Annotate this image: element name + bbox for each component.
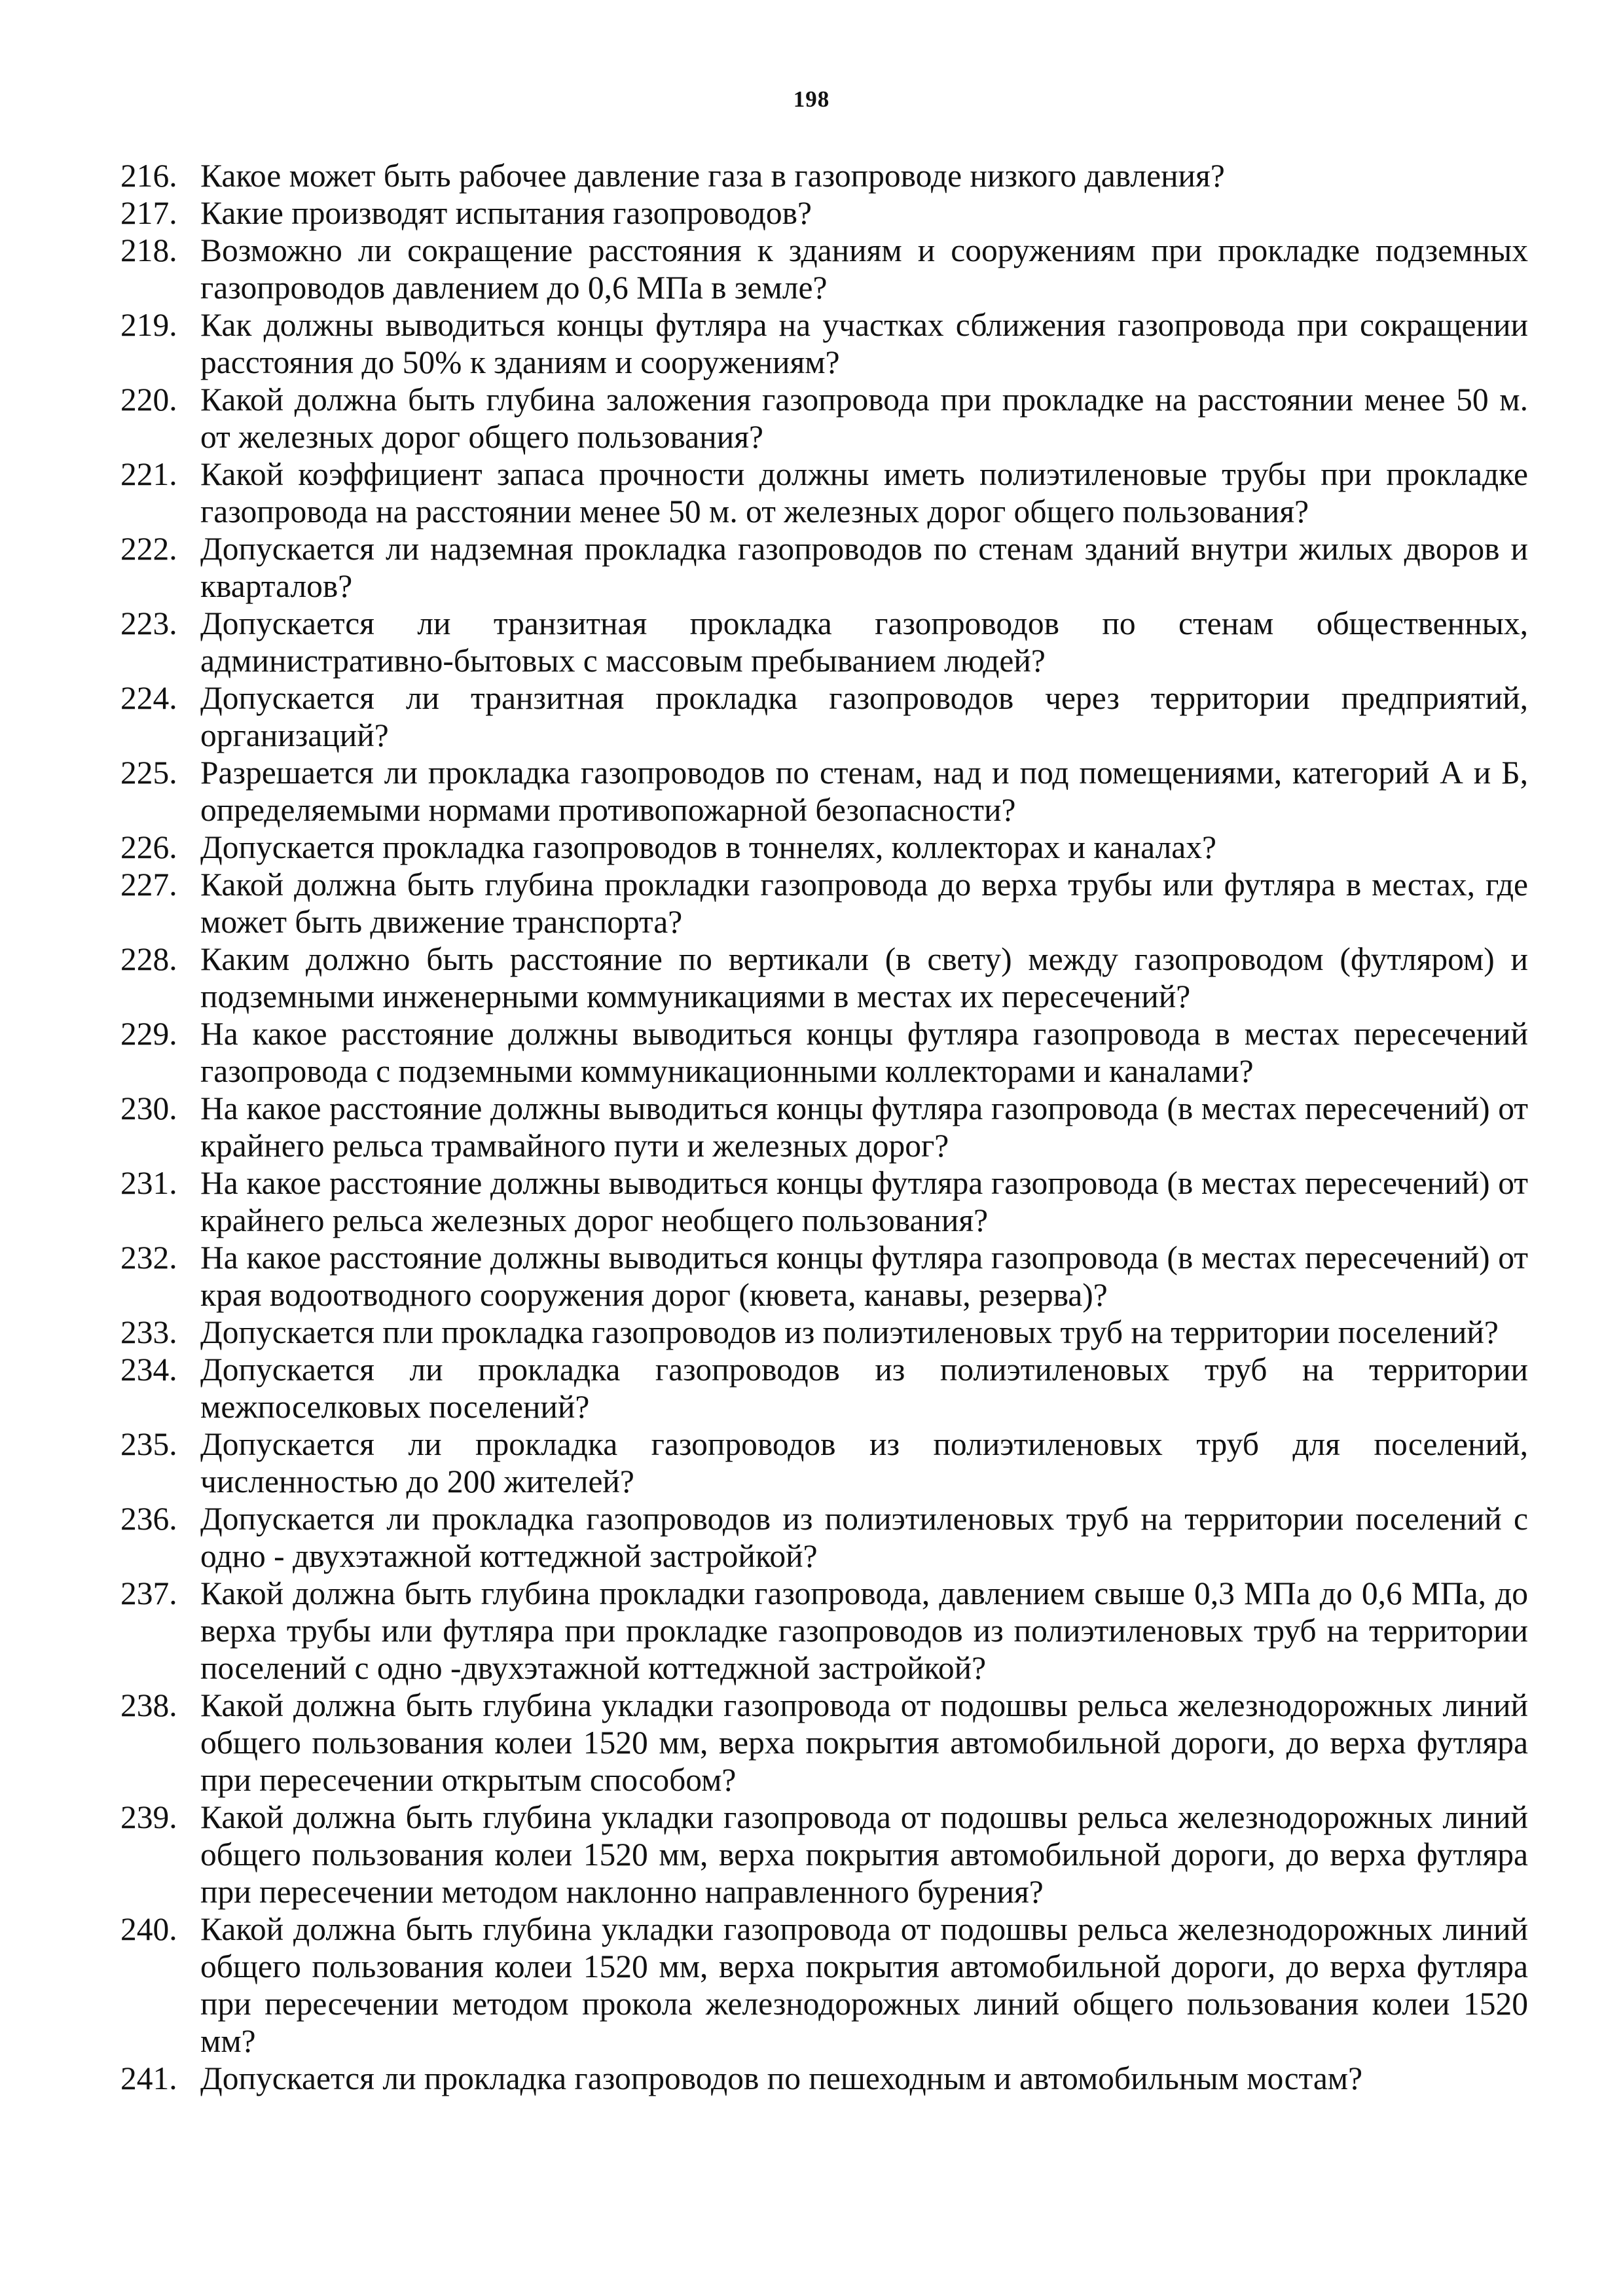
question-item	[120, 232, 1528, 306]
question-text: Разрешается ли прокладка газопроводов по стенам, над и под помещениями, категорий А и Б, определяемыми нормами противопожарной безопасности?	[200, 755, 1528, 828]
question-text: Какой должна быть глубина укладки газопровода от подошвы рельса железнодорожных линий общего пользования колеи 1520 мм, верха покрытия автомобильной дороги, до верха футляра при пересечении открытым способом?	[200, 1687, 1528, 1798]
question-number: 219.	[120, 307, 177, 343]
question-number: 222.	[120, 531, 177, 567]
question-item	[120, 941, 1528, 1015]
question-text: Допускается ли прокладка газопроводов из полиэтиленовых труб на территории поселений с одно - двухэтажной коттеджной застройкой?	[200, 1501, 1528, 1574]
question-item	[120, 530, 1528, 605]
question-number: 233.	[120, 1314, 177, 1350]
question-item	[120, 1799, 1528, 1910]
page-number: 198	[793, 86, 830, 112]
question-number: 217.	[120, 195, 177, 231]
question-item	[120, 157, 1528, 194]
question-text: Каким должно быть расстояние по вертикали (в свету) между газопроводом (футляром) и подземными инженерными коммуникациями в местах их пересечений?	[200, 941, 1528, 1014]
question-item	[120, 1687, 1528, 1799]
question-number: 225.	[120, 755, 177, 791]
question-number: 235.	[120, 1426, 177, 1462]
question-item	[120, 866, 1528, 941]
question-number: 230.	[120, 1090, 177, 1126]
question-item	[120, 1164, 1528, 1239]
question-item	[120, 194, 1528, 232]
question-text: Допускается ли прокладка газопроводов по пешеходным и автомобильным мостам?	[200, 2060, 1363, 2096]
question-text: Допускается ли прокладка газопроводов из полиэтиленовых труб для поселений, численностью до 200 жителей?	[200, 1426, 1528, 1499]
question-item	[120, 306, 1528, 381]
question-number: 228.	[120, 941, 177, 977]
question-number: 238.	[120, 1687, 177, 1723]
question-item	[120, 456, 1528, 530]
question-item	[120, 754, 1528, 829]
question-number: 226.	[120, 829, 177, 865]
question-item	[120, 1575, 1528, 1687]
question-text: Какой должна быть глубина прокладки газопровода до верха трубы или футляра в местах, где может быть движение транспорта?	[200, 867, 1528, 940]
question-text: Какие производят испытания газопроводов?	[200, 195, 812, 231]
question-text: Допускается ли транзитная прокладка газопроводов по стенам общественных, административно-бытовых с массовым пребыванием людей?	[200, 605, 1528, 679]
question-number: 231.	[120, 1165, 177, 1201]
question-item	[120, 1910, 1528, 2060]
question-number: 216.	[120, 158, 177, 194]
question-item	[120, 1314, 1528, 1351]
question-number: 229.	[120, 1016, 177, 1052]
question-item	[120, 829, 1528, 866]
question-number: 240.	[120, 1911, 177, 1947]
question-item	[120, 1015, 1528, 1090]
question-item	[120, 381, 1528, 456]
question-number: 236.	[120, 1501, 177, 1537]
question-number: 220.	[120, 382, 177, 418]
question-text: Какой коэффициент запаса прочности должны иметь полиэтиленовые трубы при прокладке газопровода на расстоянии менее 50 м. от железных дорог общего пользования?	[200, 456, 1528, 529]
question-text: Какой должна быть глубина прокладки газопровода, давлением свыше 0,3 МПа до 0,6 МПа, до верха трубы или футляра при прокладке газопроводов из полиэтиленовых труб на территории поселений с одно -двухэтажной коттеджной застройкой?	[200, 1575, 1528, 1686]
question-item	[120, 605, 1528, 679]
question-item	[120, 1239, 1528, 1314]
question-text: Какой должна быть глубина укладки газопровода от подошвы рельса железнодорожных линий общего пользования колеи 1520 мм, верха покрытия автомобильной дороги, до верха футляра при пересечении методом наклонно направленного бурения?	[200, 1799, 1528, 1910]
question-number: 241.	[120, 2060, 177, 2096]
question-text: Допускается прокладка газопроводов в тоннелях, коллекторах и каналах?	[200, 829, 1216, 865]
question-text: На какое расстояние должны выводиться концы футляра газопровода (в местах пересечений) от крайнего рельса трамвайного пути и железных дорог?	[200, 1090, 1528, 1164]
question-text: Допускается ли прокладка газопроводов из полиэтиленовых труб на территории межпоселковых поселений?	[200, 1352, 1528, 1425]
question-number: 234.	[120, 1352, 177, 1388]
question-number: 221.	[120, 456, 177, 492]
question-text: Какой должна быть глубина укладки газопровода от подошвы рельса железнодорожных линий общего пользования колеи 1520 мм, верха покрытия автомобильной дороги, до верха футляра при пересечении методом прокола железнодорожных линий общего пользования колеи 1520 мм?	[200, 1911, 1528, 2059]
question-text: На какое расстояние должны выводиться концы футляра газопровода в местах пересечений газопровода с подземными коммуникационными коллекторами и каналами?	[200, 1016, 1528, 1089]
question-text: Допускается ли надземная прокладка газопроводов по стенам зданий внутри жилых дворов и кварталов?	[200, 531, 1528, 604]
question-number: 237.	[120, 1575, 177, 1611]
question-item	[120, 1090, 1528, 1164]
question-number: 218.	[120, 232, 177, 268]
question-number: 227.	[120, 867, 177, 903]
question-number: 232.	[120, 1240, 177, 1276]
question-item	[120, 1426, 1528, 1500]
question-text: На какое расстояние должны выводиться концы футляра газопровода (в местах пересечений) от крайнего рельса железных дорог необщего пользования?	[200, 1165, 1528, 1238]
question-item	[120, 679, 1528, 754]
question-number: 223.	[120, 605, 177, 641]
question-item	[120, 1351, 1528, 1426]
question-list	[120, 157, 1528, 2097]
question-text: Допускается пли прокладка газопроводов из полиэтиленовых труб на территории поселений?	[200, 1314, 1499, 1350]
question-item	[120, 2060, 1528, 2097]
question-text: Какое может быть рабочее давление газа в газопроводе низкого давления?	[200, 158, 1225, 194]
question-text: На какое расстояние должны выводиться концы футляра газопровода (в местах пересечений) от края водоотводного сооружения дорог (кювета, канавы, резерва)?	[200, 1240, 1528, 1313]
question-item	[120, 1500, 1528, 1575]
question-number: 224.	[120, 680, 177, 716]
question-text: Возможно ли сокращение расстояния к зданиям и сооружениям при прокладке подземных газопроводов давлением до 0,6 МПа в земле?	[200, 232, 1528, 306]
question-number: 239.	[120, 1799, 177, 1835]
question-text: Какой должна быть глубина заложения газопровода при прокладке на расстоянии менее 50 м. от железных дорог общего пользования?	[200, 382, 1528, 455]
question-text: Допускается ли транзитная прокладка газопроводов через территории предприятий, организаций?	[200, 680, 1528, 753]
question-text: Как должны выводиться концы футляра на участках сближения газопровода при сокращении расстояния до 50% к зданиям и сооружениям?	[200, 307, 1528, 380]
